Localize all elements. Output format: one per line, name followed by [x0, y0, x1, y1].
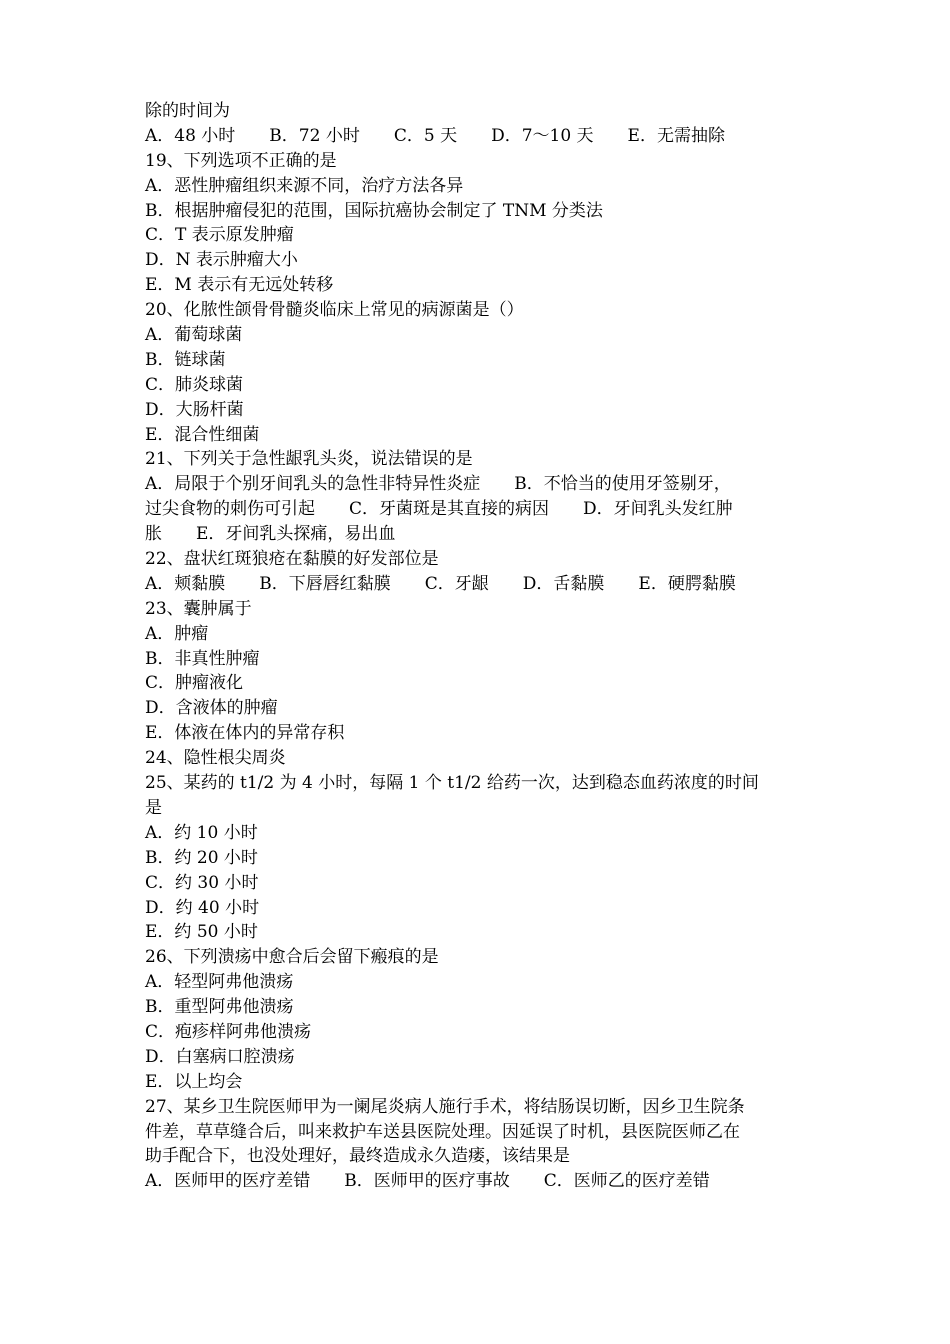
option-line: A．轻型阿弗他溃疡: [145, 972, 294, 993]
question-24: 24、隐性根尖周炎: [145, 748, 286, 769]
option-line: A．颊黏膜 B．下唇唇红黏膜 C．牙龈 D．舌黏膜 E．硬腭黏膜: [145, 573, 736, 594]
option-line: A．医师甲的医疗差错 B．医师甲的医疗事故 C．医师乙的医疗差错: [145, 1171, 710, 1192]
option-line: E．约 50 小时: [145, 922, 258, 943]
question-23: 23、囊肿属于: [145, 598, 252, 619]
option-line: A．约 10 小时: [145, 822, 258, 843]
document-body: [145, 99, 815, 1194]
option-line: C．T 表示原发肿瘤: [145, 225, 294, 246]
option-line: C．肿瘤液化: [145, 673, 244, 694]
option-line: E．M 表示有无远处转移: [145, 275, 334, 296]
option-line: C．约 30 小时: [145, 872, 259, 893]
text-line: 除的时间为: [145, 101, 230, 121]
option-line: B．链球菌: [145, 349, 226, 370]
option-line: D．约 40 小时: [145, 897, 260, 918]
option-line: E．混合性细菌: [145, 424, 260, 445]
option-line: A．肿瘤: [145, 623, 209, 644]
text-line: 助手配合下，也没处理好，最终造成永久造瘘，该结果是: [145, 1146, 570, 1167]
text-line: 件差，草草缝合后，叫来救护车送县医院处理。因延误了时机，县医院医师乙在: [145, 1121, 740, 1142]
option-line: B．根据肿瘤侵犯的范围，国际抗癌协会制定了 TNM 分类法: [145, 200, 603, 221]
question-21: 21、下列关于急性龈乳头炎，说法错误的是: [145, 449, 473, 470]
question-26: 26、下列溃疡中愈合后会留下瘢痕的是: [145, 947, 439, 968]
option-line: A．葡萄球菌: [145, 325, 243, 346]
question-25: 25、某药的 t1/2 为 4 小时，每隔 1 个 t1/2 给药一次，达到稳态血药浓度的时间: [145, 773, 759, 794]
question-27: 27、某乡卫生院医师甲为一阑尾炎病人施行手术，将结肠误切断，因乡卫生院条: [145, 1096, 745, 1117]
text-line: 是: [145, 797, 162, 818]
option-line: A．局限于个别牙间乳头的急性非特异性炎症 B．不恰当的使用牙签剔牙，: [145, 474, 731, 495]
option-line: D．白塞病口腔溃疡: [145, 1046, 295, 1067]
option-line: E．以上均会: [145, 1071, 243, 1092]
question-20: 20、化脓性颌骨骨髓炎临床上常见的病源菌是（）: [145, 300, 524, 321]
text-line: A．48 小时 B．72 小时 C．5 天 D．7～10 天 E．无需抽除: [145, 125, 725, 146]
option-line: C．疱疹样阿弗他溃疡: [145, 1021, 312, 1042]
option-line: D．含液体的肿瘤: [145, 698, 278, 719]
option-line: B．非真性肿瘤: [145, 648, 260, 669]
question-22: 22、盘状红斑狼疮在黏膜的好发部位是: [145, 549, 439, 570]
option-line: B．重型阿弗他溃疡: [145, 997, 294, 1018]
option-line: D．大肠杆菌: [145, 399, 244, 420]
option-line: 胀 E．牙间乳头探痛，易出血: [145, 524, 396, 545]
option-line: B．约 20 小时: [145, 847, 258, 868]
option-line: E．体液在体内的异常存积: [145, 723, 345, 744]
option-line: D．N 表示肿瘤大小: [145, 250, 298, 271]
option-line: 过尖食物的刺伤可引起 C．牙菌斑是其直接的病因 D．牙间乳头发红肿: [145, 499, 733, 520]
option-line: C．肺炎球菌: [145, 374, 244, 395]
question-19: 19、下列选项不正确的是: [145, 150, 337, 171]
option-line: A．恶性肿瘤组织来源不同，治疗方法各异: [145, 175, 464, 196]
